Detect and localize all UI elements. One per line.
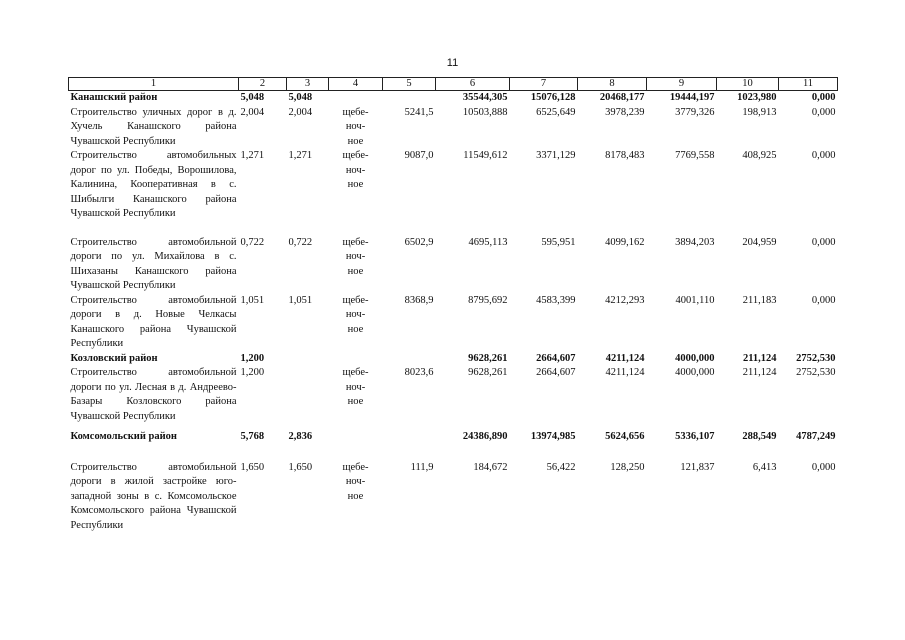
column-header: 1 — [69, 78, 239, 91]
cell-col-5: 8023,6 — [404, 367, 434, 378]
cell-col-6: 9628,261 — [468, 367, 508, 378]
cell-col-9: 5336,107 — [675, 431, 715, 442]
cell-col-10: 288,549 — [742, 431, 777, 442]
cell-length-built: 2,004 — [288, 106, 313, 118]
cell-length-built — [287, 352, 329, 367]
cell-surface-type — [329, 430, 383, 461]
cell-length-built: 0,722 — [288, 236, 313, 248]
cell-surface-type: щебе- ноч- ное — [342, 236, 369, 277]
cell-col-11: 4787,249 — [796, 431, 836, 442]
column-header: 2 — [239, 78, 287, 91]
page-number: 11 — [446, 57, 459, 69]
cell-col-9: 4000,000 — [675, 352, 715, 364]
cell-col-10: 1023,980 — [717, 91, 779, 106]
header-row — [69, 78, 838, 91]
cell-col-8: 5624,656 — [605, 431, 645, 442]
cell-col-7: 15076,128 — [510, 91, 578, 106]
cell-col-7: 595,951 — [541, 236, 576, 248]
cell-col-8: 4211,124 — [605, 352, 645, 364]
district-row — [69, 91, 838, 106]
project-row — [69, 106, 838, 150]
cell-col-7: 4583,399 — [536, 294, 576, 306]
cell-col-10: 6,413 — [752, 461, 777, 473]
cell-col-8: 4212,293 — [605, 294, 645, 306]
cell-col-10: 204,959 — [742, 236, 777, 248]
column-header: 7 — [510, 78, 578, 91]
column-header: 8 — [578, 78, 647, 91]
cell-col-8: 20468,177 — [578, 91, 647, 106]
cell-col-9: 4001,110 — [675, 294, 715, 306]
cell-col-8: 128,250 — [610, 461, 645, 473]
cell-surface-type: щебе- ноч- ное — [342, 367, 369, 407]
row-name: Строительство автомобильной дороги в жилой застройке юго-западной зоны в с. Комсомольское Комсомольского района Чувашской Республики — [70, 461, 237, 531]
cell-col-7: 2664,607 — [536, 352, 576, 364]
cell-col-5: 6502,9 — [404, 236, 434, 248]
row-name: Строительство автомобильной дороги в д. Новые Челкасы Канашского района Чувашской Республики — [70, 294, 237, 349]
cell-col-6: 8795,692 — [468, 294, 508, 306]
row-name: Канашский район — [69, 91, 239, 106]
cell-surface-type: щебе- ноч- ное — [342, 294, 369, 335]
row-name: Строительство автомобильной дороги по ул. Лесная в д. Андреево-Базары Козловского района Чувашской Республики — [70, 367, 237, 422]
column-header: 4 — [329, 78, 383, 91]
cell-col-8: 4211,124 — [605, 367, 645, 378]
cell-col-9: 3779,326 — [675, 106, 715, 118]
cell-col-8: 8178,483 — [605, 150, 645, 161]
cell-col-11: 0,000 — [779, 91, 838, 106]
cell-col-6: 4695,113 — [468, 236, 508, 248]
cell-length-built: 1,051 — [288, 294, 313, 306]
cell-col-10: 211,183 — [742, 294, 777, 306]
cell-col-6: 9628,261 — [468, 352, 508, 364]
cell-length-total: 0,722 — [240, 236, 265, 248]
cell-col-7: 2664,607 — [536, 367, 576, 378]
cell-col-10: 408,925 — [742, 150, 777, 161]
cell-col-11: 0,000 — [811, 294, 836, 306]
row-name: Строительство автомобильных дорог по ул. Победы, Ворошилова, Калинина, Кооперативная в с. Шибылги Канашского района Чувашской Республики — [70, 150, 237, 219]
cell-length-total: 1,650 — [240, 461, 265, 473]
cell-col-9: 7769,558 — [675, 150, 715, 161]
cell-col-7: 6525,649 — [536, 106, 576, 118]
cell-col-5: 5241,5 — [404, 106, 434, 118]
row-name: Комсомольский район — [70, 431, 177, 442]
cell-length-total: 2,004 — [240, 106, 265, 118]
cell-col-5: 9087,0 — [404, 150, 434, 161]
cell-col-11: 2752,530 — [796, 352, 836, 364]
table-body — [69, 91, 838, 534]
cell-col-10: 211,124 — [742, 352, 777, 364]
column-header: 3 — [287, 78, 329, 91]
cell-surface-type: щебе- ноч- ное — [342, 150, 369, 190]
cell-col-8: 4099,162 — [605, 236, 645, 248]
cell-col-6: 35544,305 — [436, 91, 510, 106]
column-header: 9 — [647, 78, 717, 91]
cell-col-6: 10503,888 — [462, 106, 508, 118]
cell-col-5 — [383, 430, 436, 461]
column-header: 6 — [436, 78, 510, 91]
cell-col-7: 3371,129 — [536, 150, 576, 161]
cell-surface-type — [329, 352, 383, 367]
project-row — [69, 366, 838, 430]
cell-col-11: 0,000 — [811, 461, 836, 473]
cell-col-9: 19444,197 — [647, 91, 717, 106]
cell-col-9: 121,837 — [680, 461, 715, 473]
cell-col-5 — [383, 91, 436, 106]
cell-col-7: 56,422 — [546, 461, 576, 473]
district-row — [69, 430, 838, 461]
district-row — [69, 352, 838, 367]
cell-col-11: 0,000 — [811, 236, 836, 248]
cell-col-9: 4000,000 — [675, 367, 715, 378]
project-row — [69, 461, 838, 534]
cell-length-total: 1,051 — [240, 294, 265, 306]
cell-length-built: 1,271 — [288, 150, 313, 161]
column-header: 11 — [779, 78, 838, 91]
cell-col-11: 0,000 — [811, 150, 836, 161]
row-name: Строительство автомобильной дороги по ул. Михайлова в с. Шихазаны Канашского района Чувашской Республики — [70, 236, 237, 291]
cell-surface-type: щебе- ноч- ное — [342, 461, 369, 502]
cell-col-10: 198,913 — [742, 106, 777, 118]
cell-col-6: 184,672 — [473, 461, 508, 473]
cell-col-6: 11549,612 — [463, 150, 508, 161]
cell-col-5: 8368,9 — [404, 294, 434, 306]
cell-length-built: 2,836 — [288, 431, 313, 442]
cell-length-total: 1,271 — [240, 150, 265, 161]
cell-surface-type — [329, 91, 383, 106]
cell-col-9: 3894,203 — [675, 236, 715, 248]
cell-length-built: 1,650 — [288, 461, 313, 473]
cell-col-7: 13974,985 — [530, 431, 576, 442]
cell-col-10: 211,124 — [742, 367, 777, 378]
column-header: 10 — [717, 78, 779, 91]
cell-length-total: 5,768 — [240, 431, 265, 442]
cell-col-5: 111,9 — [410, 461, 434, 473]
cell-col-5 — [383, 352, 436, 367]
cell-col-6: 24386,890 — [462, 431, 508, 442]
cell-length-built — [287, 366, 329, 430]
cell-length-built: 5,048 — [287, 91, 329, 106]
cell-length-total: 1,200 — [240, 367, 265, 378]
road-construction-table — [68, 77, 838, 533]
cell-col-11: 0,000 — [811, 106, 836, 118]
project-row — [69, 294, 838, 352]
project-row — [69, 149, 838, 236]
cell-col-11: 2752,530 — [796, 367, 836, 378]
cell-length-total: 5,048 — [239, 91, 287, 106]
cell-surface-type: щебе- ноч- ное — [342, 106, 369, 147]
row-name: Козловский район — [70, 352, 158, 364]
cell-col-8: 3978,239 — [605, 106, 645, 118]
row-name: Строительство уличных дорог в д. Хучель Канашского района Чувашской Республики — [70, 106, 237, 147]
column-header: 5 — [383, 78, 436, 91]
cell-length-total: 1,200 — [240, 352, 265, 364]
project-row — [69, 236, 838, 294]
